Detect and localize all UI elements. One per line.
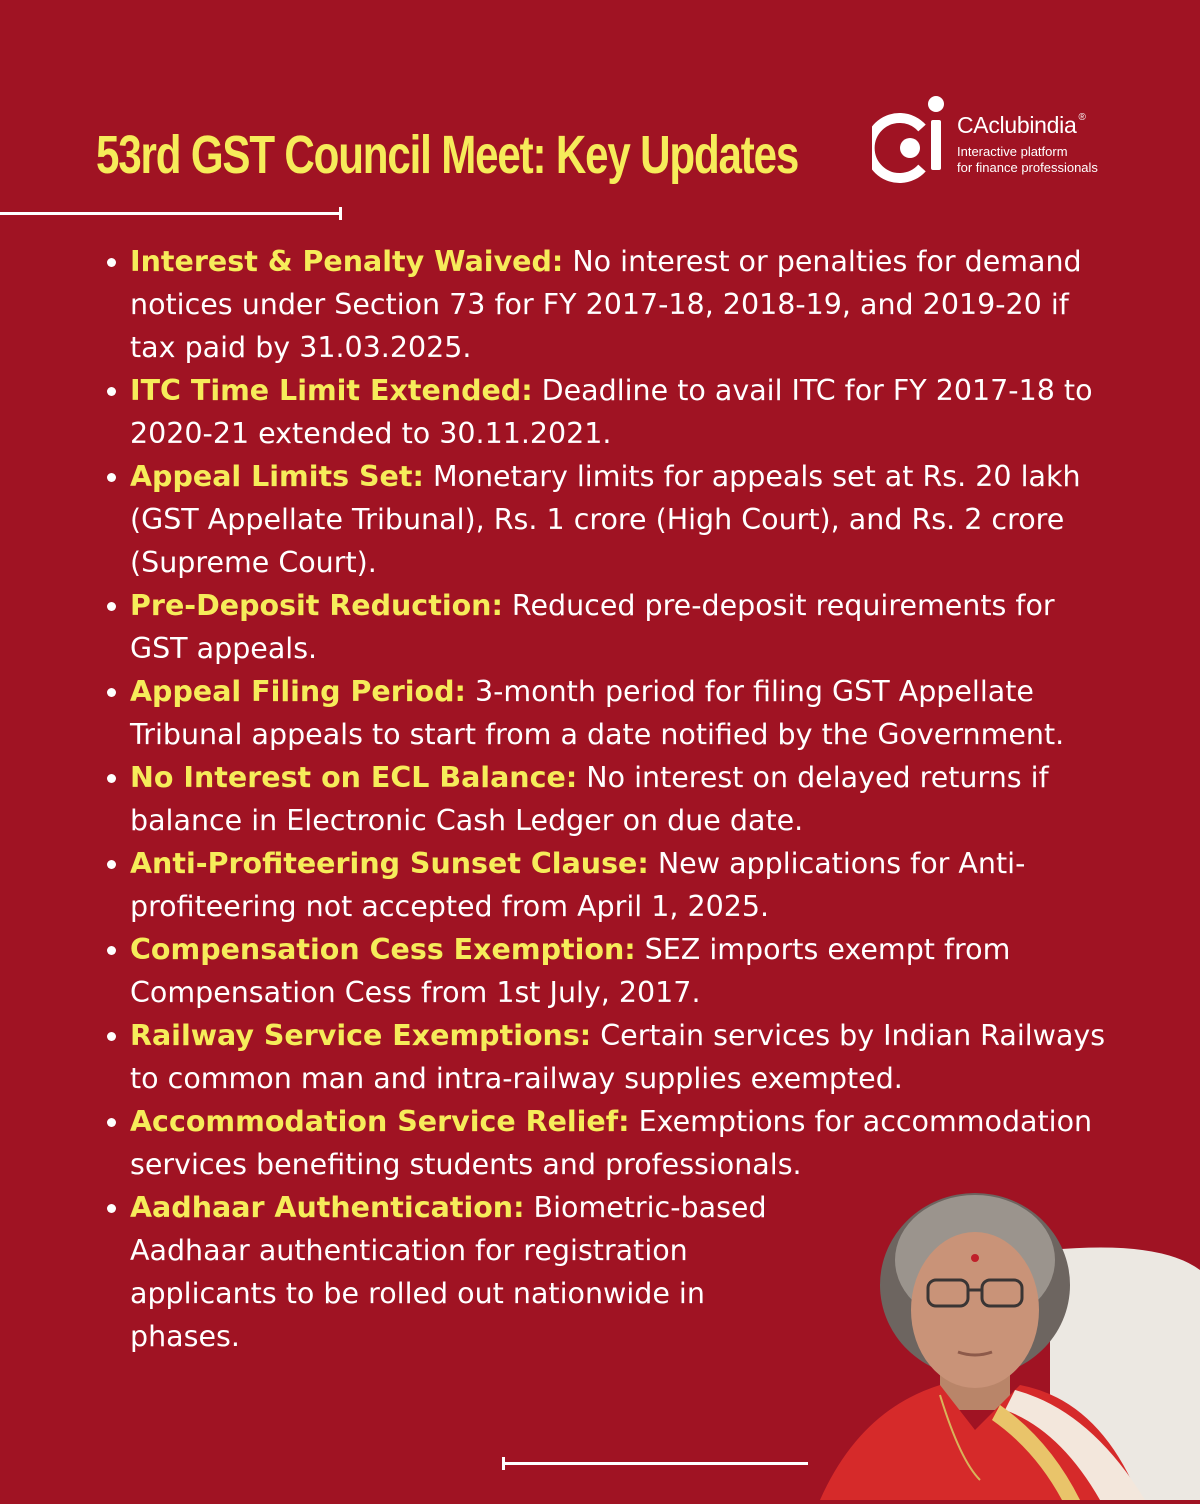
page-title: 53rd GST Council Meet: Key Updates [96, 125, 799, 185]
list-item [130, 240, 1110, 369]
list-item [130, 455, 1110, 584]
finance-minister-photo [800, 1180, 1200, 1500]
item-text: Exemptions for accommodation services benefiting students and professionals. [130, 1105, 1093, 1181]
ci-logo-icon [872, 92, 952, 188]
caclubindia-logo[interactable] [872, 92, 1132, 188]
list-item [130, 584, 1110, 670]
logo-name: CAclubindia ® [957, 112, 1086, 138]
item-heading: No Interest on ECL Balance: [130, 761, 578, 794]
list-item [130, 756, 1110, 842]
item-heading: Appeal Filing Period: [130, 675, 466, 708]
item-text: SEZ imports exempt from Compensation Cess from 1st July, 2017. [130, 933, 1011, 1009]
title-underline [0, 212, 342, 215]
item-heading: ITC Time Limit Extended: [130, 374, 533, 407]
item-text: No interest on delayed returns if balance in Electronic Cash Ledger on due date. [130, 761, 1049, 837]
list-item [130, 1014, 1110, 1100]
item-heading: Accommodation Service Relief: [130, 1105, 630, 1138]
item-heading: Pre-Deposit Reduction: [130, 589, 503, 622]
item-text: No interest or penalties for demand notices under Section 73 for FY 2017-18, 2018-19, and 2019-20 if tax paid by 31.03.2025. [130, 245, 1082, 364]
list-item [130, 670, 1110, 756]
list-item [130, 369, 1110, 455]
item-text: Deadline to avail ITC for FY 2017-18 to 2020-21 extended to 30.11.2021. [130, 374, 1093, 450]
item-heading: Anti-Profiteering Sunset Clause: [130, 847, 649, 880]
item-text: 3-month period for filing GST Appellate Tribunal appeals to start from a date notified by the Government. [130, 675, 1065, 751]
item-text: Monetary limits for appeals set at Rs. 20 lakh (GST Appellate Tribunal), Rs. 1 crore (High Court), and Rs. 2 crore (Supreme Court). [130, 460, 1081, 579]
item-heading: Appeal Limits Set: [130, 460, 424, 493]
item-heading: Compensation Cess Exemption: [130, 933, 636, 966]
item-text: Biometric-based Aadhaar authentication for registration applicants to be rolled out nationwide in phases. [130, 1191, 767, 1353]
item-heading: Interest & Penalty Waived: [130, 245, 564, 278]
item-text: Reduced pre-deposit requirements for GST appeals. [130, 589, 1055, 665]
item-text: Certain services by Indian Railways to common man and intra-railway supplies exempted. [130, 1019, 1106, 1095]
list-item [130, 928, 1110, 1014]
bottom-rule [502, 1462, 808, 1465]
logo-tagline: Interactive platform for finance professionals [957, 144, 1098, 175]
list-item [130, 1100, 1110, 1186]
item-heading: Aadhaar Authentication: [130, 1191, 525, 1224]
list-item [130, 842, 1110, 928]
list-item [130, 1186, 770, 1358]
item-heading: Railway Service Exemptions: [130, 1019, 592, 1052]
item-text: New applications for Anti-profiteering not accepted from April 1, 2025. [130, 847, 1026, 923]
